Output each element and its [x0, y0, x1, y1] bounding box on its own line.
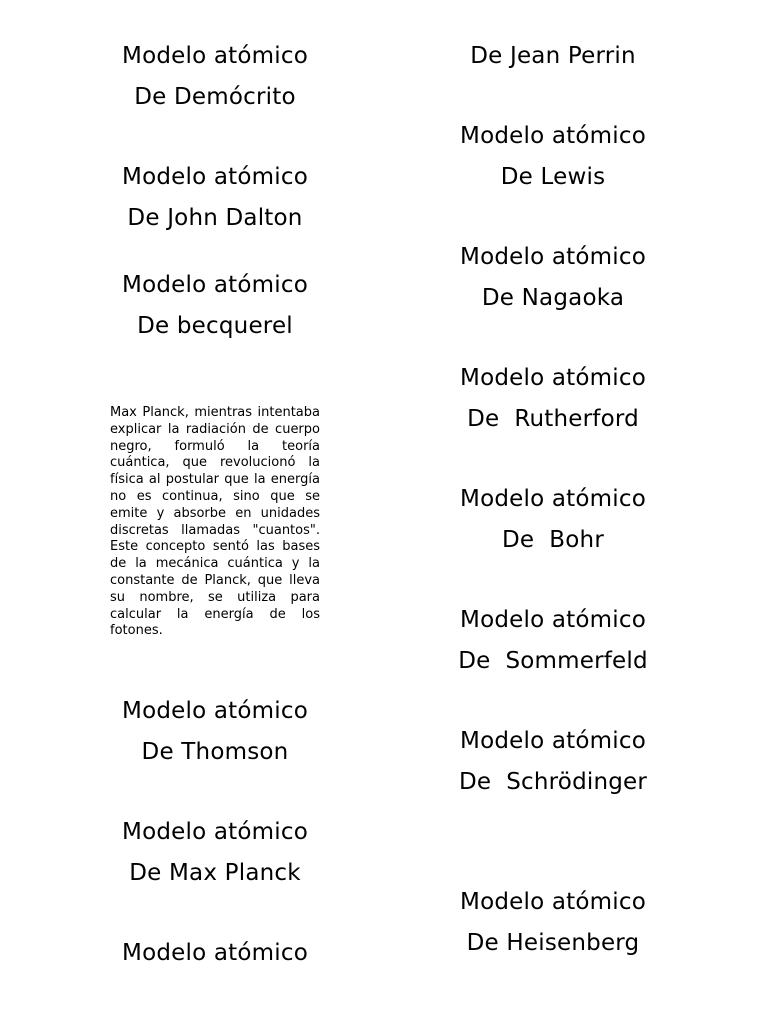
label-line: De Nagaoka	[481, 284, 625, 311]
label-line: De Heisenberg	[466, 929, 640, 956]
label-democrito	[60, 36, 370, 117]
label-jean-perrin	[398, 36, 708, 77]
label-line: De Lewis	[500, 163, 606, 190]
label-line: De Demócrito	[134, 83, 296, 110]
label-line: Modelo atómico	[460, 607, 646, 633]
label-line: De Bohr	[502, 526, 604, 553]
label-line: Modelo atómico	[460, 123, 646, 149]
label-partial	[60, 933, 370, 974]
label-thomson	[60, 691, 370, 772]
label-line: De Sommerfeld	[458, 647, 648, 674]
label-nagaoka	[398, 237, 708, 318]
label-line: Modelo atómico	[122, 164, 308, 190]
label-line: De Thomson	[141, 738, 289, 765]
label-line: Modelo atómico	[122, 272, 308, 298]
label-line: Modelo atómico	[122, 819, 308, 845]
label-line: Modelo atómico	[460, 486, 646, 512]
label-max-planck	[60, 812, 370, 893]
label-line: Modelo atómico	[122, 43, 308, 69]
label-line: Modelo atómico	[122, 940, 308, 966]
label-line: Modelo atómico	[460, 889, 646, 915]
label-bohr	[398, 479, 708, 560]
label-line: Modelo atómico	[460, 728, 646, 754]
label-heisenberg	[398, 882, 708, 963]
label-dalton	[60, 157, 370, 238]
label-line: Modelo atómico	[460, 365, 646, 391]
label-line: De John Dalton	[127, 204, 303, 231]
label-line: De becquerel	[137, 312, 293, 339]
label-line: De Rutherford	[467, 405, 639, 432]
label-becquerel	[60, 265, 370, 346]
label-line: Modelo atómico	[460, 244, 646, 270]
label-schrodinger	[398, 721, 708, 802]
label-sommerfeld	[398, 600, 708, 681]
label-line: Modelo atómico	[122, 698, 308, 724]
label-rutherford	[398, 358, 708, 439]
planck-paragraph: Max Planck, mientras intentaba explicar la radiación de cuerpo negro, formuló la teoría cuántica, que revolucionó la física al postular que la energía no es continua, sino que se emite y absorbe en unidades discretas llamadas "cuantos". Este concepto sentó las bases de la mecánica cuántica y la constante de Planck, que lleva su nombre, se utiliza para calcular la energía de los fotones.	[110, 405, 320, 639]
label-lewis	[398, 116, 708, 197]
label-line: De Schrödinger	[458, 768, 648, 795]
label-line: De Jean Perrin	[470, 43, 636, 69]
label-line: De Max Planck	[129, 859, 301, 886]
